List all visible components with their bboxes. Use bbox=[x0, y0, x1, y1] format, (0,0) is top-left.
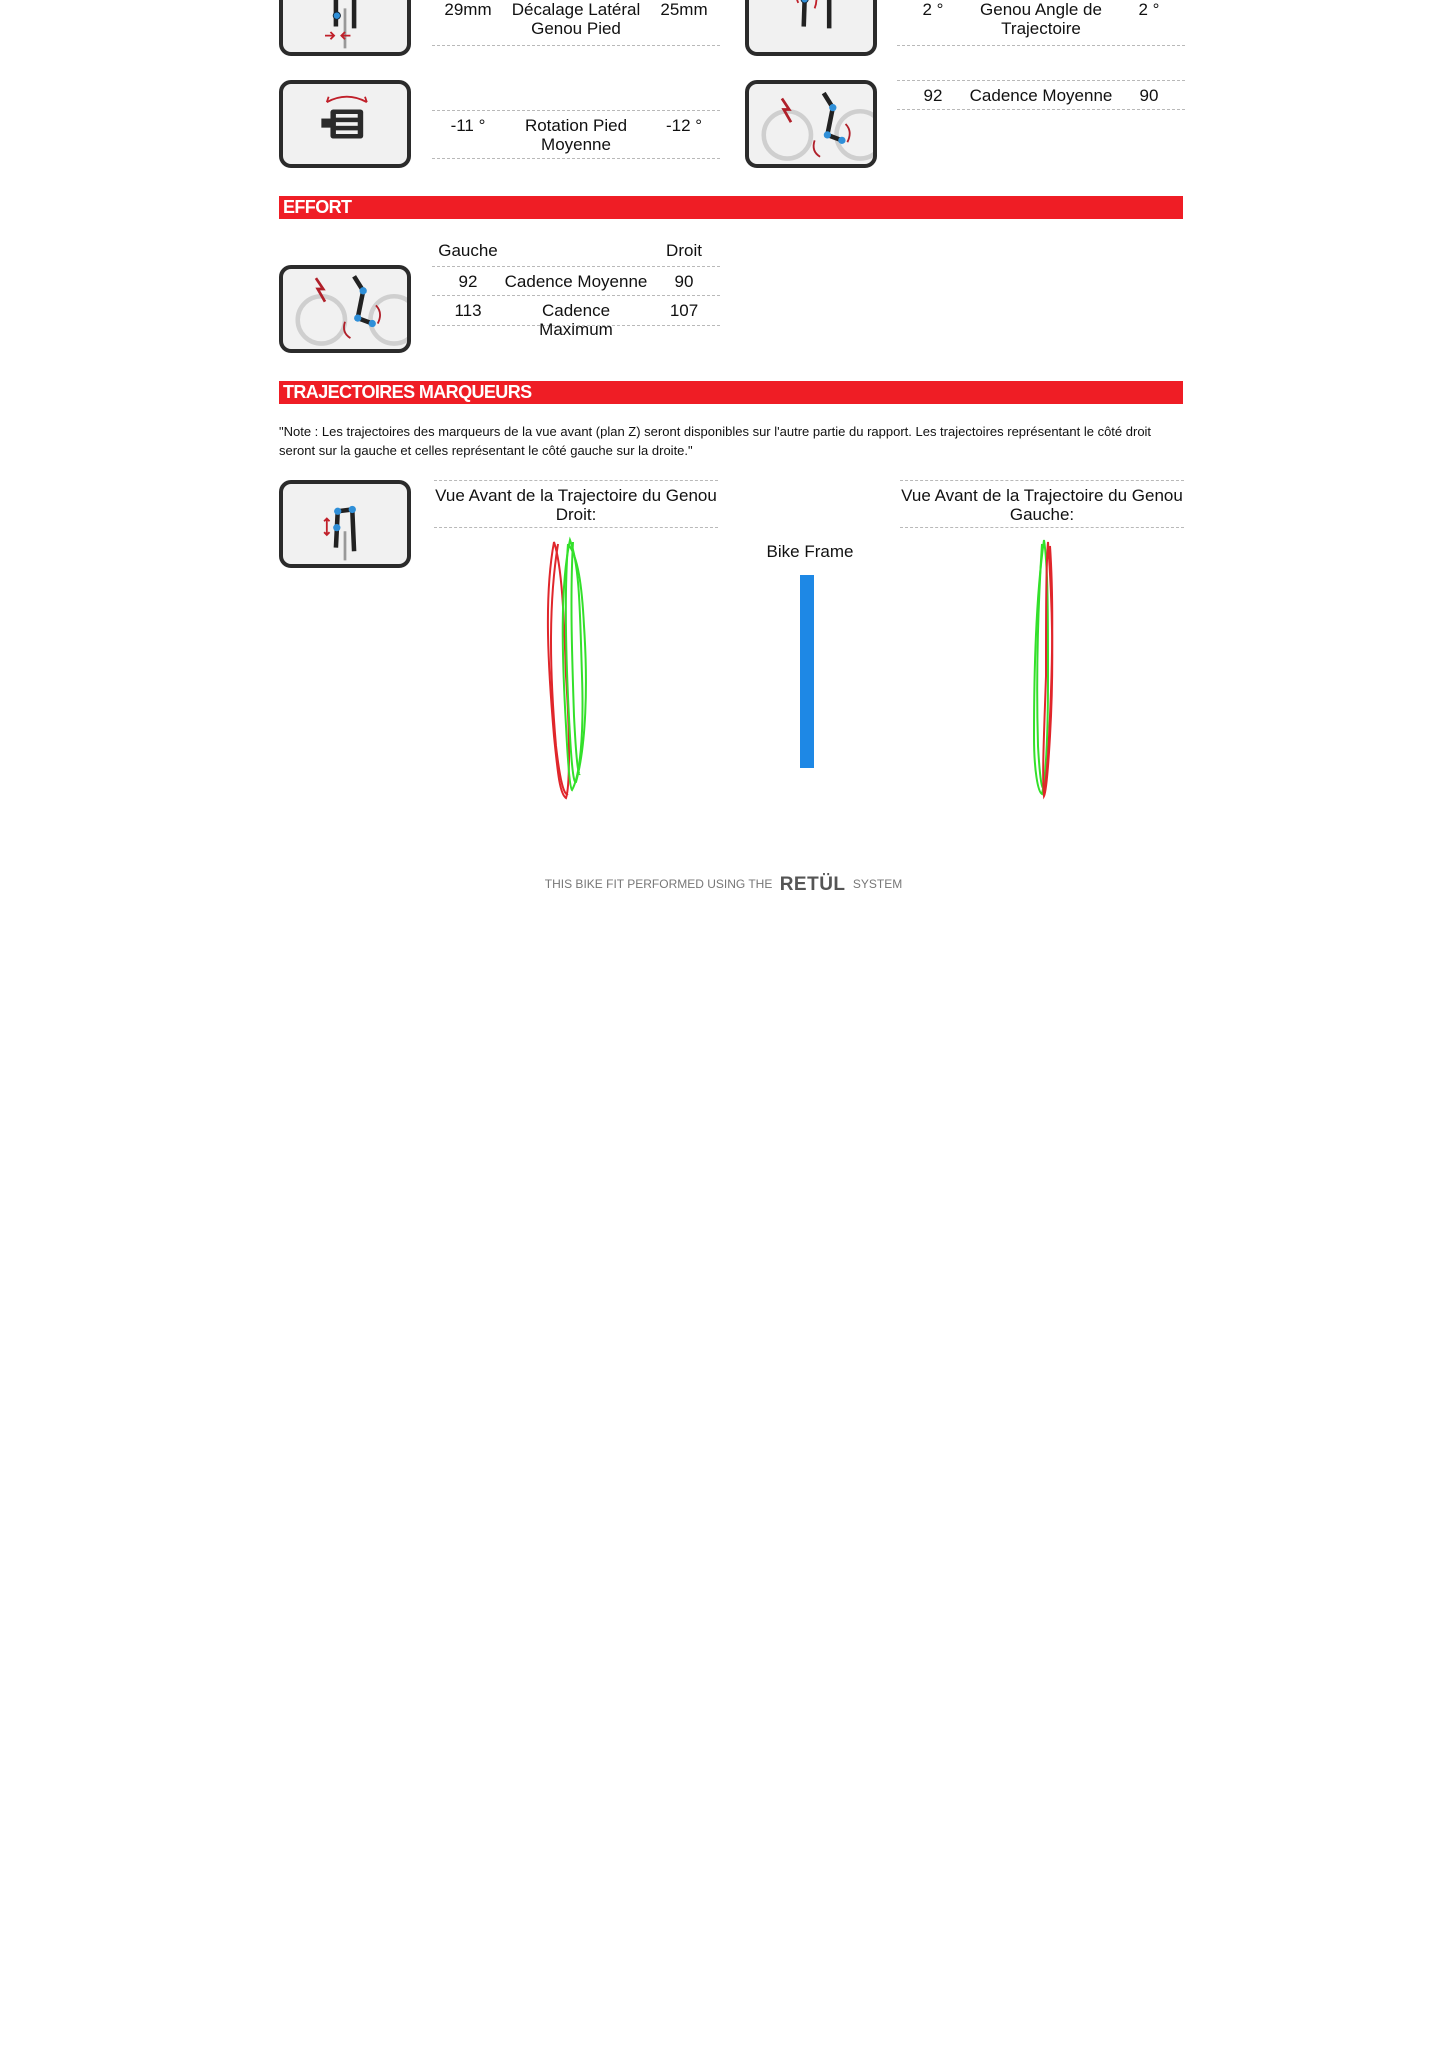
metric-label: Décalage Latéral Genou Pied bbox=[511, 0, 641, 38]
metric-label: Cadence Moyenne bbox=[969, 86, 1113, 105]
effort-row-cadence-max bbox=[432, 296, 720, 339]
left-value: 92 bbox=[458, 272, 478, 291]
left-value: 92 bbox=[923, 86, 943, 105]
right-value: 2 ° bbox=[1138, 0, 1160, 19]
metric-label: Genou Angle de Trajectoire bbox=[980, 0, 1102, 38]
row-pedal-rotation bbox=[432, 110, 720, 159]
left-value: 113 bbox=[454, 301, 482, 320]
cadence-icon bbox=[745, 80, 877, 168]
right-value: 107 bbox=[669, 301, 699, 320]
row-cadence-avg-top bbox=[897, 80, 1185, 110]
footer-text-before: THIS BIKE FIT PERFORMED USING THE bbox=[544, 877, 773, 891]
knee-front-trajectory-icon bbox=[279, 480, 411, 568]
bike-frame-bar bbox=[800, 575, 814, 768]
right-value: 25mm bbox=[660, 0, 708, 19]
bike-frame-label: Bike Frame bbox=[766, 542, 854, 561]
right-value: -12 ° bbox=[665, 116, 703, 135]
left-value: -11 ° bbox=[450, 116, 486, 135]
cadence-icon bbox=[279, 265, 411, 353]
metric-label: Rotation Pied Moyenne bbox=[524, 116, 628, 154]
footer bbox=[0, 874, 1447, 896]
right-knee-trajectory-plot bbox=[540, 536, 612, 806]
knee-track-angle-icon bbox=[745, 0, 877, 56]
metric-label: Cadence Moyenne bbox=[504, 272, 648, 291]
retul-logo: RETÜL bbox=[779, 874, 846, 895]
right-value: 90 bbox=[674, 272, 694, 291]
trajectories-note: "Note : Les trajectoires des marqueurs de la vue avant (plan Z) seront disponibles sur l'autre partie du rapport. Les trajectoires représentant le côté droit seront sur la gauche et celles représentant le côté gauche sur la droite." bbox=[279, 424, 1152, 458]
knee-foot-offset-icon bbox=[279, 0, 411, 56]
effort-col-right: Droit bbox=[666, 241, 702, 260]
row-knee-track-angle bbox=[897, 0, 1185, 46]
effort-row-cadence-avg bbox=[432, 266, 720, 296]
metric-label: Cadence Maximum bbox=[539, 301, 613, 339]
effort-section-header: EFFORT bbox=[279, 196, 1183, 219]
effort-col-left: Gauche bbox=[438, 241, 498, 260]
left-value: 29mm bbox=[444, 0, 492, 19]
trajectories-section-header: TRAJECTOIRES MARQUEURS bbox=[279, 381, 1183, 404]
row-knee-foot-offset bbox=[432, 0, 720, 46]
right-knee-trajectory-title: Vue Avant de la Trajectoire du Genou Droit: bbox=[434, 480, 718, 528]
right-value: 90 bbox=[1139, 86, 1159, 105]
left-value: 2 ° bbox=[922, 0, 944, 19]
pedal-rotation-icon bbox=[279, 80, 411, 168]
left-knee-trajectory-plot bbox=[1016, 536, 1072, 806]
footer-text-after: SYSTEM bbox=[852, 877, 903, 891]
left-knee-trajectory-title: Vue Avant de la Trajectoire du Genou Gauche: bbox=[900, 480, 1184, 528]
